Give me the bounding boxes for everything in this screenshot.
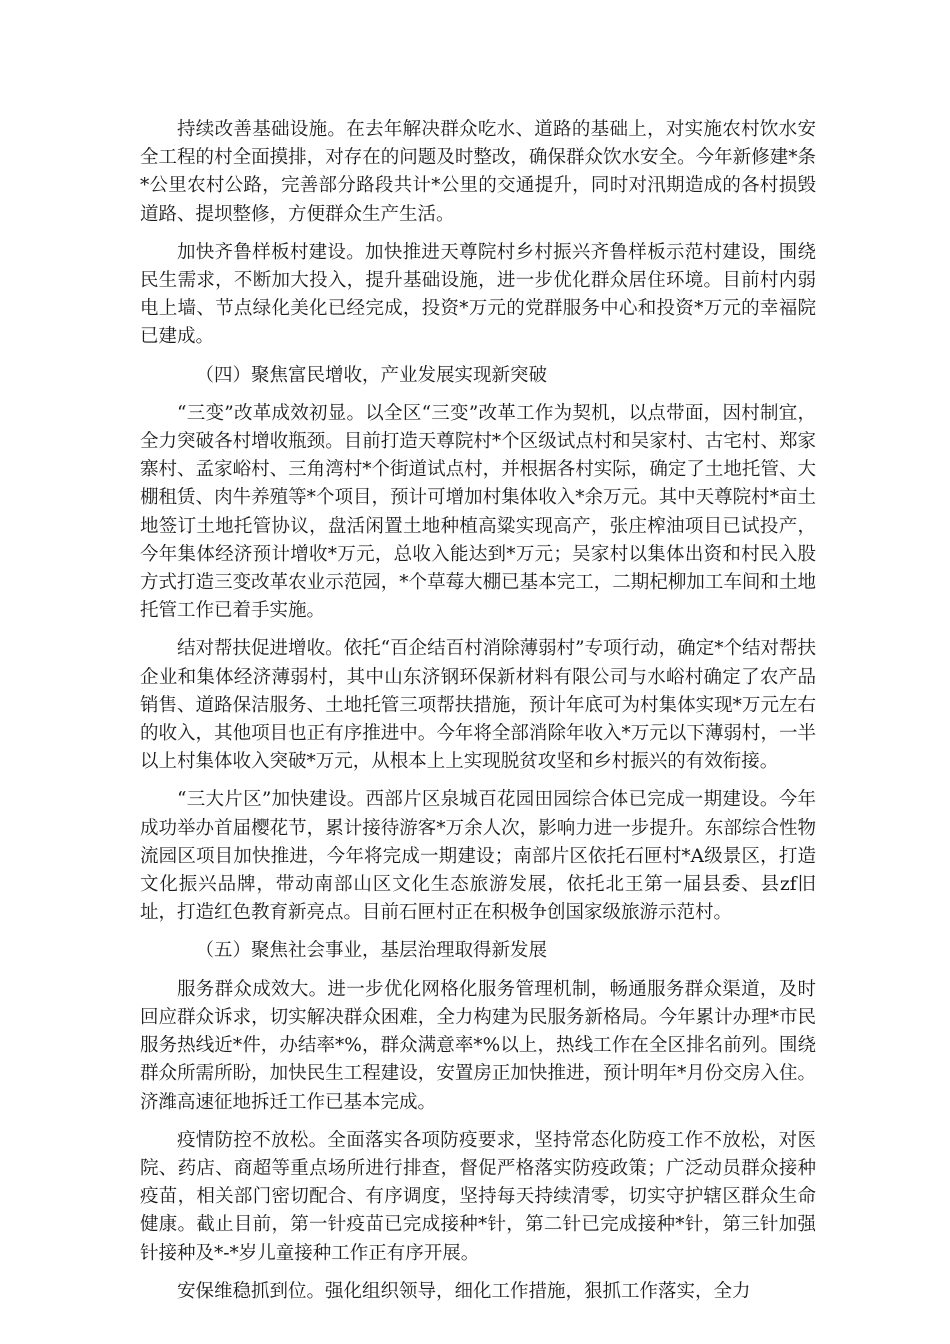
- paragraph-serving-public: 服务群众成效大。进一步优化网格化服务管理机制，畅通服务群众渠道，及时回应群众诉求，切实解决群众困难，全力构建为民服务新格局。今年累计办理*市民服务热线近*件，办结率*%，群众满意率*%以上，热线工作在全区排名前列。围绕群众所需所盼，加快民生工程建设，安置房正加快推进，预计明年*月份交房入住。济潍高速征地拆迁工作已基本完成。: [140, 978, 816, 1113]
- paragraph-three-changes: “三变”改革成效初显。以全区“三变”改革工作为契机，以点带面，因村制宜，全力突破各村增收瓶颈。目前打造天尊院村*个区级试点村和吴家村、古宅村、郑家寨村、孟家峪村、三角湾村*个街道试点村，并根据各村实际，确定了土地托管、大棚租赁、肉牛养殖等*个项目，预计可增加村集体收入*余万元。其中天尊院村*亩土地签订土地托管协议，盘活闲置土地种植高粱实现高产，张庄榨油项目已试投产，今年集体经济预计增收*万元，总收入能达到*万元；吴家村以集体出资和村民入股方式打造三变改革农业示范园，*个草莓大棚已基本完工，二期杞柳加工车间和土地托管工作已着手实施。: [140, 402, 816, 622]
- paragraph-paired-assistance: 结对帮扶促进增收。依托“百企结百村消除薄弱村”专项行动，确定*个结对帮扶企业和集体经济薄弱村，其中山东济钢环保新材料有限公司与水峪村确定了农产品销售、道路保洁服务、土地托管三项帮扶措施，预计年底可为村集体实现*万元左右的收入，其他项目也正有序推进中。今年将全部消除年收入*万元以下薄弱村，一半以上村集体收入突破*万元，从根本上上实现脱贫攻坚和乡村振兴的有效衔接。: [140, 638, 816, 773]
- section-heading-4: （四）聚焦富民增收，产业发展实现新突破: [195, 364, 548, 386]
- paragraph-three-areas: “三大片区”加快建设。西部片区泉城百花园田园综合体已完成一期建设。今年成功举办首届樱花节，累计接待游客*万余人次，影响力进一步提升。东部综合性物流园区项目加快推进，今年将完成一期建设；南部片区依托石匣村*A级景区，打造文化振兴品牌，带动南部山区文化生态旅游发展，依托北王第一届县委、县zf旧址，打造红色教育新亮点。目前石匣村正在积极争创国家级旅游示范村。: [140, 789, 816, 924]
- section-heading-5: （五）聚焦社会事业，基层治理取得新发展: [195, 940, 548, 962]
- paragraph-security-stability: 安保维稳抓到位。强化组织领导，细化工作措施，狠抓工作落实，全力: [177, 1280, 751, 1302]
- paragraph-epidemic-control: 疫情防控不放松。全面落实各项防疫要求，坚持常态化防疫工作不放松，对医院、药店、商超等重点场所进行排查，督促严格落实防疫政策；广泛动员群众接种疫苗，相关部门密切配合、有序调度，坚持每天持续清零，切实守护辖区群众生命健康。截止目前，第一针疫苗已完成接种*针，第二针已完成接种*针，第三针加强针接种及*-*岁儿童接种工作正有序开展。: [140, 1129, 816, 1264]
- document-page: [140, 116, 816, 1316]
- paragraph-infrastructure: 持续改善基础设施。在去年解决群众吃水、道路的基础上，对实施农村饮水安全工程的村全面摸排，对存在的问题及时整改，确保群众饮水安全。今年新修建*条*公里农村公路，完善部分路段共计*公里的交通提升，同时对汛期造成的各村损毁道路、提坝整修，方便群众生产生活。: [140, 119, 816, 225]
- paragraph-model-village: 加快齐鲁样板村建设。加快推进天尊院村乡村振兴齐鲁样板示范村建设，围绕民生需求，不断加大投入，提升基础设施，进一步优化群众居住环境。目前村内弱电上墙、节点绿化美化已经完成，投资*万元的党群服务中心和投资*万元的幸福院已建成。: [140, 241, 816, 348]
